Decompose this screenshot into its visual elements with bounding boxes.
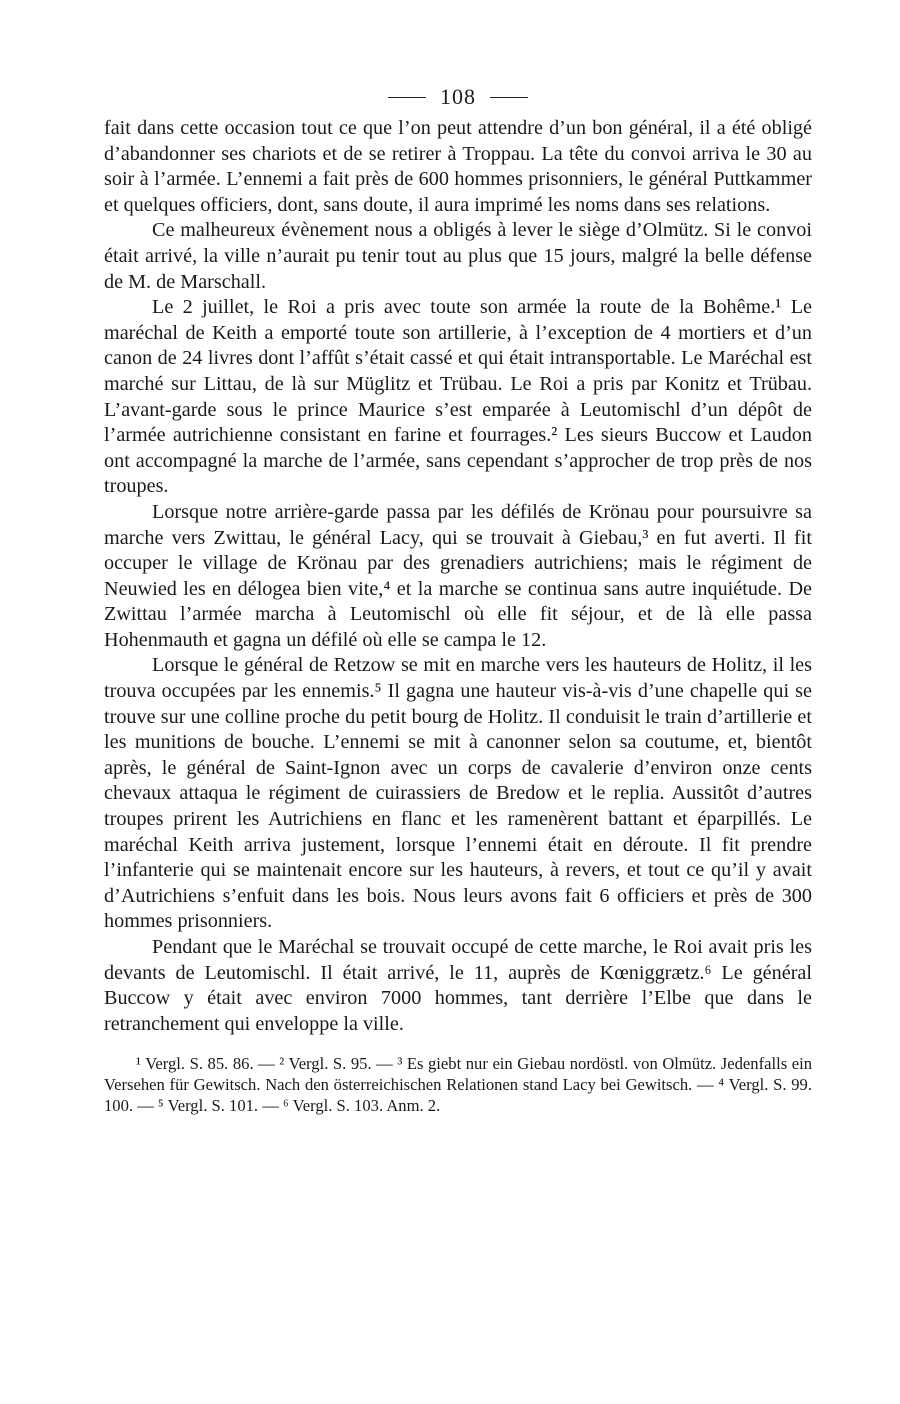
page-number: 108 <box>440 84 476 109</box>
header-rule-left <box>388 97 426 98</box>
paragraph: Lorsque le général de Retzow se mit en marche vers les hauteurs de Holitz, il les trouva occupées par les ennemis.⁵ Il gagna une hauteur vis-à-vis d’une chapelle qui se trouve sur une colline proche du petit bourg de Holitz. Il conduisit le train d’artillerie et les munitions de bouche. L’ennemi se mit à canonner selon sa coutume, et, bientôt après, le général de Saint-Ignon avec un corps de cavalerie d’environ onze cents chevaux attaqua le régiment de cuirassiers de Bredow et le replia. Aussitôt d’autres troupes prirent les Autrichiens en flanc et les ramenèrent battant et éparpillés. Le maréchal Keith arriva justement, lorsque l’ennemi était en déroute. Il fit prendre l’infanterie qui se maintenait encore sur les hauteurs, à revers, et tout ce qu’il y avait d’Autrichiens s’enfuit dans les bois. Nous leurs avons fait 6 officiers et près de 300 hommes prisonniers. <box>104 654 812 933</box>
paragraph: Le 2 juillet, le Roi a pris avec toute son armée la route de la Bohême.¹ Le maréchal de Keith a emporté toute son artillerie, à l’exception de 4 mortiers et d’un canon de 24 livres dont l’affût s’était cassé et qui était intransportable. Le Maréchal est marché sur Littau, de là sur Müglitz et Trübau. Le Roi a pris par Konitz et Trübau. L’avant-garde sous le prince Maurice s’est emparée à Leutomischl d’un dépôt de l’armée autrichienne consistant en farine et fourrages.² Les sieurs Buccow et Laudon ont accompagné la marche de l’armée, sans cependant s’approcher de trop près de nos troupes. <box>104 296 812 498</box>
document-page <box>104 82 812 1116</box>
body-text <box>104 116 812 1037</box>
paragraph: Lorsque notre arrière-garde passa par les défilés de Krönau pour poursuivre sa marche vers Zwittau, le général Lacy, qui se trouvait à Giebau,³ en fut averti. Il fit occuper le village de Krönau par des grenadiers autrichiens; mais le régiment de Neuwied les en délogea bien vite,⁴ et la marche se continua sans autre inquiétude. De Zwittau l’armée marcha à Leutomischl où elle fit séjour, et de là elle passa Hohenmauth et gagna un défilé où elle se campa le 12. <box>104 500 812 651</box>
paragraph: fait dans cette occasion tout ce que l’on peut attendre d’un bon général, il a été obligé d’abandonner ses chariots et de se retirer à Troppau. La tête du convoi arriva le 30 au soir à l’armée. L’ennemi a fait près de 600 hommes prisonniers, le général Puttkammer et quelques officiers, dont, sans doute, il aura imprimé les noms dans ses relations. <box>104 117 812 216</box>
paragraph: Pendant que le Maréchal se trouvait occupé de cette marche, le Roi avait pris les devants de Leutomischl. Il était arrivé, le 11, auprès de Kœniggrætz.⁶ Le général Buccow y était avec environ 7000 hommes, tant derrière l’Elbe que dans le retranchement qui enveloppe la ville. <box>104 936 812 1035</box>
header-rule-right <box>490 97 528 98</box>
footnote: ¹ Vergl. S. 85. 86. — ² Vergl. S. 95. — ³ Es giebt nur ein Giebau nordöstl. von Olmütz. Jedenfalls ein Versehen für Gewitsch. Nach den österreichischen Relationen stand Lacy bei Gewitsch. — ⁴ Vergl. S. 99. 100. — ⁵ Vergl. S. 101. — ⁶ Vergl. S. 103. Anm. 2. <box>104 1054 812 1116</box>
paragraph: Ce malheureux évènement nous a obligés à lever le siège d’Olmütz. Si le convoi était arrivé, la ville n’aurait pu tenir tout au plus que 15 jours, malgré la belle défense de M. de Marschall. <box>104 219 812 293</box>
page-header <box>104 82 812 112</box>
footnotes <box>104 1053 812 1116</box>
